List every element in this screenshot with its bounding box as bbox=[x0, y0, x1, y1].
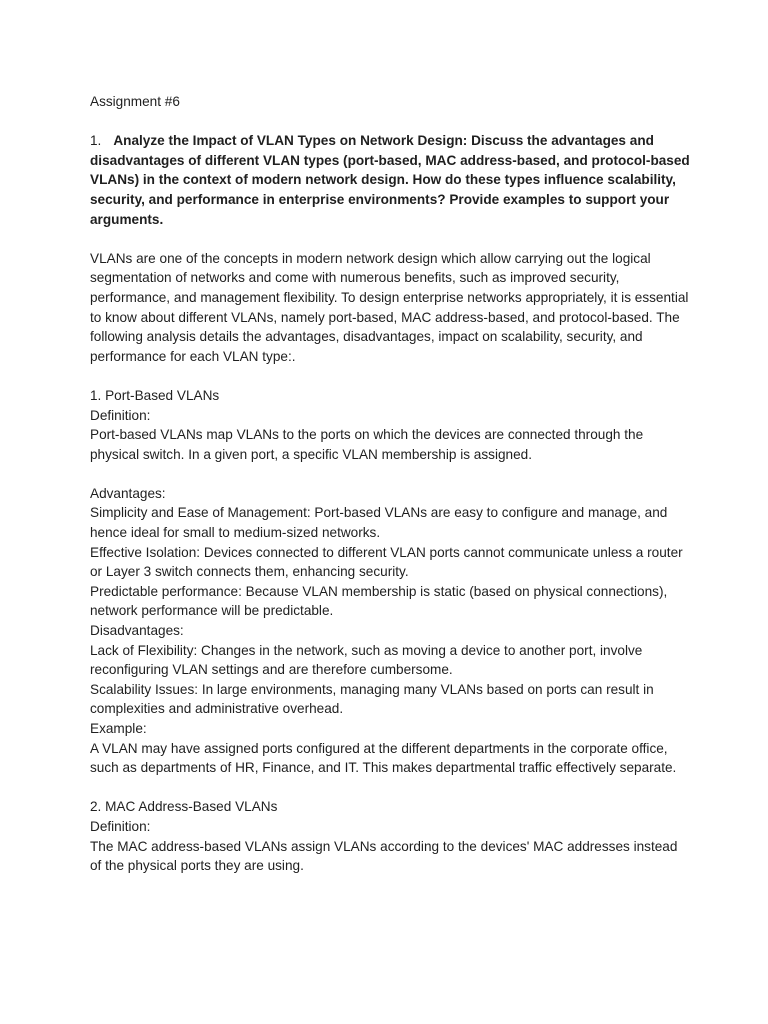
definition-label: Definition: bbox=[90, 407, 151, 423]
definition-text: The MAC address-based VLANs assign VLANs according to the devices' MAC addresses instead of the physical ports they are using. bbox=[90, 838, 678, 874]
question-number: 1. bbox=[90, 133, 102, 149]
disadvantages-label: Disadvantages: bbox=[90, 623, 184, 639]
spacer bbox=[90, 366, 690, 386]
advantages-label: Advantages: bbox=[90, 485, 166, 501]
intro-paragraph: VLANs are one of the concepts in modern network design which allow carrying out the logical segmentation of networks and come with numerous benefits, such as improved security, performance, and management flexibility. To design enterprise networks appropriately, it is essential to know about different VLANs, namely port-based, MAC address-based, and protocol-based. The following analysis details the advantages, disadvantages, impact on scalability, security, and performance for each VLAN type:. bbox=[90, 250, 689, 364]
section-mac-based bbox=[90, 797, 690, 875]
example-text: A VLAN may have assigned ports configured at the different departments in the corporate office, such as departments of HR, Finance, and IT. This makes departmental traffic effectively separate. bbox=[90, 740, 677, 776]
spacer bbox=[90, 778, 690, 798]
section-title: 2. MAC Address-Based VLANs bbox=[90, 799, 278, 815]
spacer bbox=[90, 112, 690, 132]
section-title: 1. Port-Based VLANs bbox=[90, 387, 220, 403]
definition-text: Port-based VLANs map VLANs to the ports on which the devices are connected through the physical switch. In a given port, a specific VLAN membership is assigned. bbox=[90, 427, 644, 462]
definition-label: Definition: bbox=[90, 818, 151, 834]
advantage-item: Simplicity and Ease of Management: Port-based VLANs are easy to configure and manage, and hence ideal for small to medium-sized networks. bbox=[90, 505, 668, 541]
question-prompt bbox=[90, 131, 690, 229]
disadvantage-item: Scalability Issues: In large environments, managing many VLANs based on ports can result in complexities and administrative overhead. bbox=[90, 681, 654, 717]
example-label: Example: bbox=[90, 721, 147, 736]
assignment-heading: Assignment #6 bbox=[90, 94, 180, 109]
disadvantage-item: Lack of Flexibility: Changes in the network, such as moving a device to another port, involve reconfiguring VLAN settings and are therefore cumbersome. bbox=[90, 642, 643, 678]
question-text: Analyze the Impact of VLAN Types on Network Design: Discuss the advantages and disadvantages of different VLAN types (port-based, MAC address-based, and protocol-based VLANs) in the context of modern network design. How do these types influence scalability, security, and performance in enterprise environments? Provide examples to support your arguments. bbox=[90, 133, 690, 227]
spacer bbox=[90, 229, 690, 249]
section-port-based bbox=[90, 386, 690, 778]
document-page bbox=[90, 92, 690, 876]
advantage-item: Effective Isolation: Devices connected to different VLAN ports cannot communicate unless a router or Layer 3 switch connects them, enhancing security. bbox=[90, 544, 683, 580]
spacer bbox=[90, 464, 690, 484]
advantage-item: Predictable performance: Because VLAN membership is static (based on physical connections), network performance will be predictable. bbox=[90, 583, 668, 619]
